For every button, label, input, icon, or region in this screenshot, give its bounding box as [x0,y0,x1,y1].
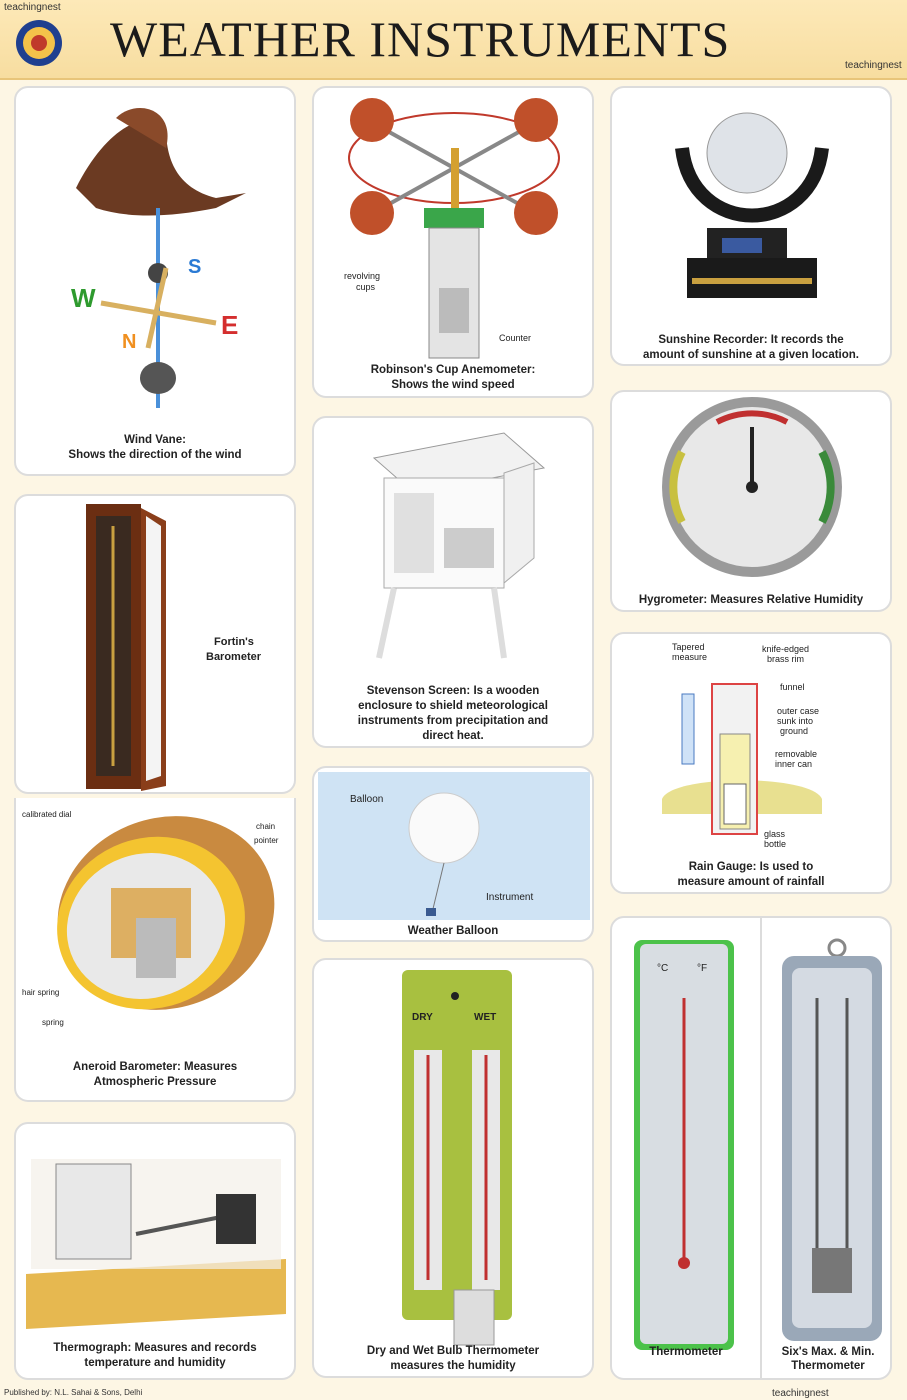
label-fahrenheit: °F [697,963,708,974]
label-cups-2: cups [356,282,376,292]
caption-six-2: Thermometer [791,1360,865,1372]
caption-thermometer: Thermometer [649,1346,723,1358]
card-wind-vane [14,86,296,476]
caption-hygrometer: Hygrometer: Measures Relative Humidity [638,594,864,606]
card-fortin-barometer [14,494,296,794]
caption-sunshine-2: amount of sunshine at a given location. [643,349,859,361]
caption-stevenson-4: direct heat. [422,730,484,742]
hygrometer-icon [612,392,892,612]
card-thermometers [610,916,892,1380]
label-fortin-2: Barometer [206,651,262,663]
dry-wet-bulb-icon [314,960,594,1378]
label-tapered-1: Tapered [672,642,705,652]
caption-aneroid-2: Atmospheric Pressure [93,1076,217,1088]
caption-wind-vane-2: Shows the direction of the wind [68,449,242,461]
svg-text:S: S [188,256,202,278]
label-wet: WET [474,1012,497,1023]
footer-watermark: teachingnest [772,1388,829,1399]
label-outer-2: sunk into [777,716,814,726]
six-thermometer-icon [612,918,892,1380]
caption-dry-wet-1: Dry and Wet Bulb Thermometer [366,1345,540,1357]
caption-dry-wet-2: measures the humidity [390,1360,516,1372]
caption-stevenson-3: instruments from precipitation and [357,715,549,727]
caption-rain-gauge-2: measure amount of rainfall [677,876,825,888]
caption-weather-balloon: Weather Balloon [407,925,499,937]
label-funnel: funnel [780,682,805,692]
label-knife-2: brass rim [767,654,805,664]
card-aneroid-barometer [14,798,296,1102]
caption-anemometer-1: Robinson's Cup Anemometer: [370,364,536,376]
label-instrument: Instrument [486,892,534,903]
label-pointer: pointer [254,836,279,845]
label-glass-2: bottle [764,839,787,849]
card-sunshine-recorder [610,86,892,366]
caption-wind-vane-1: Wind Vane: [124,434,186,446]
caption-thermograph-2: temperature and humidity [84,1357,226,1369]
label-celsius: °C [657,963,669,974]
label-knife-1: knife-edged [762,644,810,654]
fortin-barometer-icon [16,496,296,794]
card-anemometer [312,86,594,398]
letter-w: W [71,283,96,313]
label-calibrated-dial: calibrated dial [22,810,72,819]
caption-six-1: Six's Max. & Min. [781,1346,875,1358]
caption-rain-gauge-1: Rain Gauge: Is used to [688,861,814,873]
card-weather-balloon [312,766,594,942]
publisher-logo-icon [14,18,64,68]
label-glass-1: glass [764,829,786,839]
label-hair-spring: hair spring [22,988,60,997]
card-dry-wet-bulb [312,958,594,1378]
svg-text:N: N [122,331,137,353]
label-inner-1: removable [775,749,818,759]
caption-stevenson-1: Stevenson Screen: Is a wooden [366,685,540,697]
label-tapered-2: measure [672,652,708,662]
wind-vane-icon [16,88,296,476]
letter-e: E [221,310,239,340]
page-title: WEATHER INSTRUMENTS [110,11,731,67]
watermark-right: teachingnest [845,60,902,71]
caption-stevenson-2: enclosure to shield meteorological [358,700,548,712]
anemometer-icon [314,88,594,398]
card-stevenson-screen [312,416,594,748]
label-fortin-1: Fortin's [214,636,254,648]
caption-aneroid-1: Aneroid Barometer: Measures [72,1061,238,1073]
card-hygrometer [610,390,892,612]
label-dry: DRY [412,1012,433,1023]
label-counter: Counter [499,333,532,343]
label-balloon: Balloon [350,794,384,805]
card-thermograph [14,1122,296,1380]
caption-thermograph-1: Thermograph: Measures and records [53,1342,257,1354]
sunshine-recorder-icon [612,88,892,366]
label-outer-1: outer case [777,706,820,716]
footer-publisher: Published by: N.L. Sahai & Sons, Delhi [4,1388,143,1397]
watermark-top: teachingnest [4,2,61,13]
caption-anemometer-2: Shows the wind speed [391,379,515,391]
caption-sunshine-1: Sunshine Recorder: It records the [658,334,844,346]
label-inner-2: inner can [775,759,813,769]
label-chain: chain [256,822,276,831]
rain-gauge-icon [612,634,892,894]
card-rain-gauge [610,632,892,894]
label-spring: spring [42,1018,64,1027]
label-outer-3: ground [780,726,809,736]
label-cups-1: revolving [344,271,381,281]
